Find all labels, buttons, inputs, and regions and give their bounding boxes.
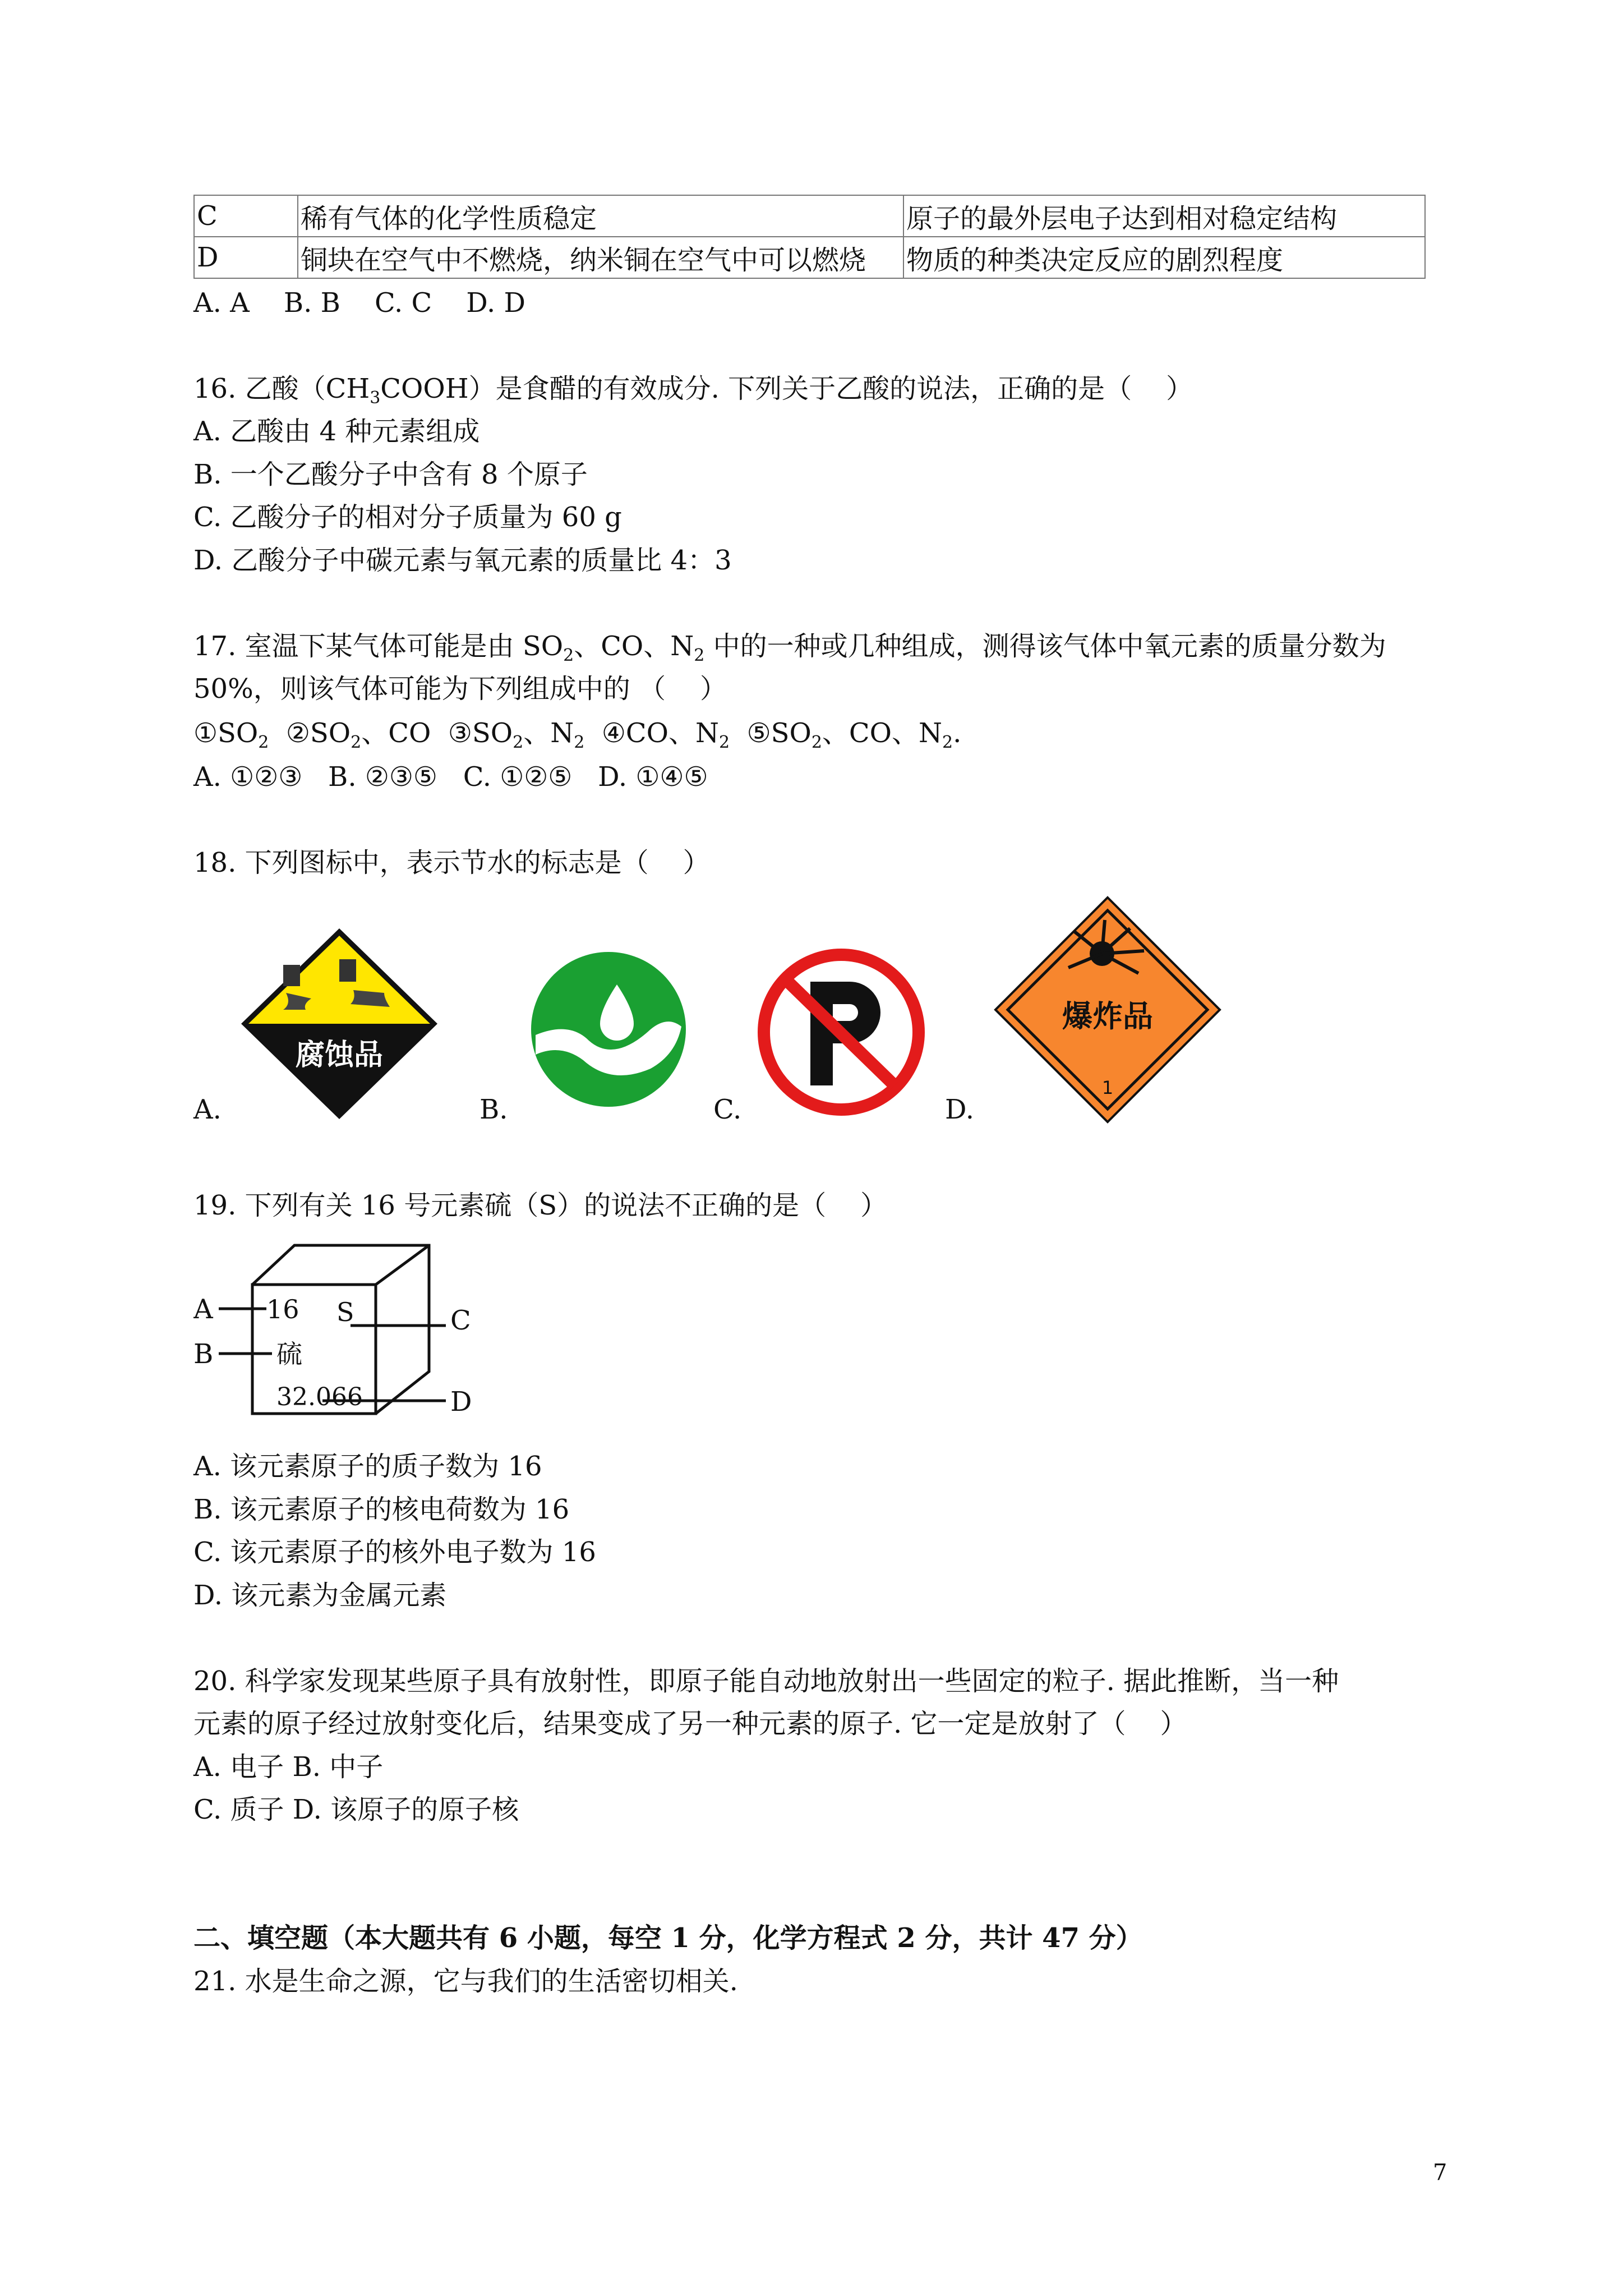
q19-option-b: B. 该元素原子的核电荷数为 16 bbox=[193, 1494, 570, 1525]
page-number: 7 bbox=[1433, 2160, 1447, 2185]
svg-text:32.066: 32.066 bbox=[276, 1383, 363, 1411]
q19-option-c: C. 该元素原子的核外电子数为 16 bbox=[193, 1536, 596, 1568]
table-cell: 物质的种类决定反应的剧烈程度 bbox=[903, 237, 1425, 278]
corrosive-sign-text: 腐蚀品 bbox=[295, 1038, 384, 1072]
water-saving-sign-icon bbox=[530, 951, 687, 1108]
q19-option-a: A. 该元素原子的质子数为 16 bbox=[193, 1451, 542, 1482]
table-row bbox=[194, 237, 1425, 278]
svg-text:16: 16 bbox=[266, 1294, 299, 1324]
q17-stem-line1: 17. 室温下某气体可能是由 $SO_2$、CO、$N_2$ 中的一种或几种组成，测得该气体中氧元素的质量分数为 bbox=[193, 631, 1386, 665]
q18-label-d: D. bbox=[945, 1094, 975, 1125]
svg-text:B: B bbox=[193, 1338, 214, 1370]
q16-option-d: D. 乙酸分子中碳元素与氧元素的质量比 4：3 bbox=[193, 545, 732, 576]
svg-text:C: C bbox=[450, 1305, 471, 1336]
explosive-sign-icon bbox=[990, 895, 1225, 1125]
svg-text:硫: 硫 bbox=[276, 1339, 302, 1369]
table-cell: 铜块在空气中不燃烧，纳米铜在空气中可以燃烧 bbox=[298, 237, 903, 278]
corrosive-sign-icon bbox=[238, 926, 440, 1122]
q16-option-b: B. 一个乙酸分子中含有 8 个原子 bbox=[193, 459, 588, 490]
sulfur-element-card-diagram bbox=[193, 1243, 508, 1422]
table-row bbox=[194, 195, 1425, 237]
explosive-sign-text: 爆炸品 bbox=[1062, 999, 1153, 1034]
answer-table bbox=[193, 195, 1426, 279]
q18-label-a: A. bbox=[193, 1094, 222, 1125]
q17-choices: $①SO_2$ $②SO_2$、CO $③SO_2$、$N_2$ ④CO、$N_2$ $⑤SO_2$、CO、$N_2$. bbox=[193, 717, 962, 752]
q19-stem: 19. 下列有关 16 号元素硫（S）的说法不正确的是（ ） bbox=[193, 1190, 888, 1221]
table-cell: C bbox=[194, 195, 298, 237]
section-heading: 二、填空题（本大题共有 6 小题，每空 1 分，化学方程式 2 分，共计 47 分） bbox=[193, 1922, 1143, 1954]
q17-stem-line2: 50%，则该气体可能为下列组成中的 （ ） bbox=[193, 673, 727, 705]
q20-options-row2: C. 质子 D. 该原子的原子核 bbox=[193, 1794, 519, 1825]
table-cell: 原子的最外层电子达到相对稳定结构 bbox=[903, 195, 1425, 237]
q17-options: A. ①②③ B. ②③⑤ C. ①②⑤ D. ①④⑤ bbox=[193, 761, 708, 793]
q15-options: A. A B. B C. C D. D bbox=[193, 287, 526, 319]
q20-options-row1: A. 电子 B. 中子 bbox=[193, 1751, 384, 1783]
q20-stem-line2: 元素的原子经过放射变化后，结果变成了另一种元素的原子. 它一定是放射了（ ） bbox=[193, 1708, 1187, 1740]
explosive-sign-class: 1 bbox=[1101, 1077, 1114, 1098]
q18-stem: 18. 下列图标中，表示节水的标志是（ ） bbox=[193, 847, 710, 878]
no-parking-sign-icon bbox=[757, 948, 925, 1116]
q20-stem-line1: 20. 科学家发现某些原子具有放射性，即原子能自动地放射出一些固定的粒子. 据此推断，当一种 bbox=[193, 1665, 1339, 1697]
svg-text:A: A bbox=[193, 1294, 213, 1325]
q18-label-b: B. bbox=[479, 1094, 508, 1125]
q16-option-a: A. 乙酸由 4 种元素组成 bbox=[193, 416, 480, 447]
q16-stem: 16. 乙酸$(CH_3COOH)$是食醋的有效成分. 下列关于乙酸的说法，正确的是（ ） bbox=[193, 373, 1193, 408]
q18-label-c: C. bbox=[713, 1094, 742, 1125]
svg-text:S: S bbox=[336, 1297, 354, 1327]
table-cell: 稀有气体的化学性质稳定 bbox=[298, 195, 903, 237]
q19-option-d: D. 该元素为金属元素 bbox=[193, 1580, 447, 1611]
q16-option-c: C. 乙酸分子的相对分子质量为 60 g bbox=[193, 501, 622, 533]
svg-text:D: D bbox=[450, 1386, 472, 1418]
table-cell: D bbox=[194, 237, 298, 278]
q21-stem: 21. 水是生命之源，它与我们的生活密切相关. bbox=[193, 1966, 738, 1997]
